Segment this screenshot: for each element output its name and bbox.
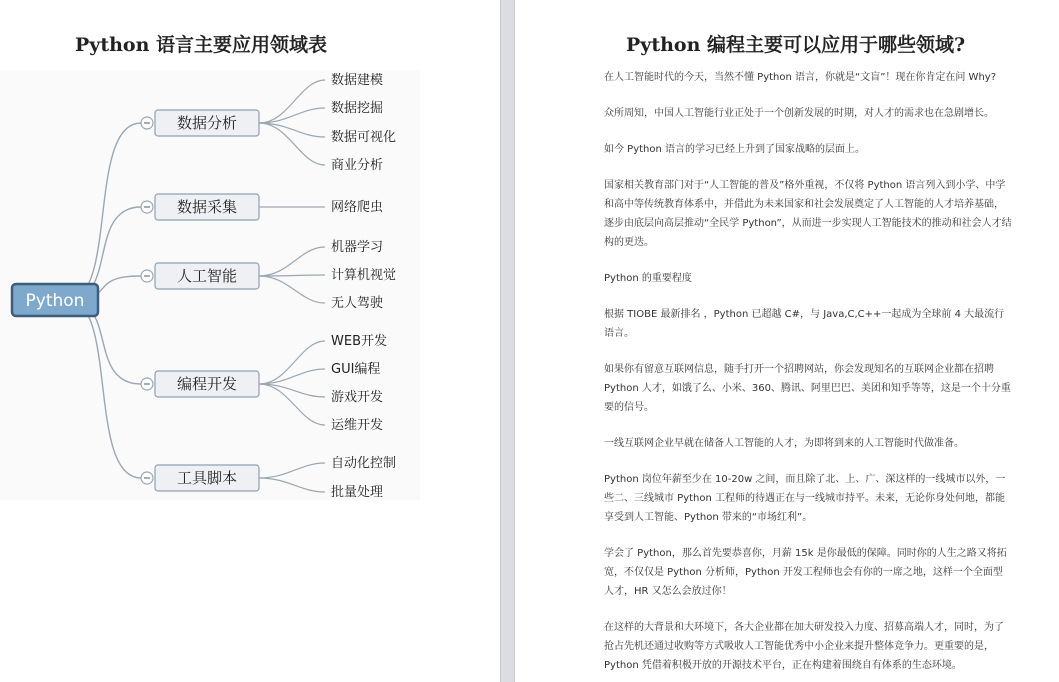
leaf-label: 数据可视化 — [331, 130, 397, 145]
branch-label: 工具脚本 — [176, 469, 238, 487]
leaf-label: 商业分析 — [331, 158, 384, 173]
article-paragraph: 国家相关教育部门对于“人工智能的普及”格外重视，不仅将 Python 语言列入到小学、中学和高中等传统教育体系中，并借此为未来国家和社会发展奠定了人工智能的人才培养基础，逐步由底层向高层推动“全民学 Python”，从而进一步实现人工智能技术的推动和社会人才结构的更迭。 — [604, 180, 1012, 248]
article-paragraph: 一线互联网企业早就在储备人工智能的人才，为即将到来的人工智能时代做准备。 — [604, 438, 964, 449]
leaf-label: GUI编程 — [331, 362, 381, 377]
branch-label: 编程开发 — [176, 375, 238, 393]
article-paragraph: 如果你有留意互联网信息，随手打开一个招聘网站，你会发现知名的互联网企业都在招聘 Python 人才，如饿了么、小米、360、腾讯、阿里巴巴、美团和知乎等等，这是一个十分重要的信号。 — [604, 364, 1011, 413]
leaf-label: 自动化控制 — [331, 456, 397, 471]
article-body — [604, 68, 1012, 682]
python-mindmap — [0, 62, 420, 507]
article-paragraph: Python 岗位年薪至少在 10-20w 之间，而且除了北、上、广、深这样的一线城市以外，一些二、三线城市 Python 工程师的待遇正在与一线城市持平。未来，无论你身处何地，都能享受到人工智能、Python 带来的“市场红利”。 — [604, 474, 1006, 523]
leaf-label: 批量处理 — [331, 485, 384, 500]
article-paragraph: 在这样的大背景和大环境下，各大企业都在加大研发投入力度、招募高端人才，同时，为了抢占先机还通过收购等方式吸收人工智能优秀中小企业来提升整体竞争力。更重要的是，Python 凭借着积极开放的开源技术平台，正在构建着围绕自有体系的生态环境。 — [604, 622, 1004, 671]
left-page-title: Python 语言主要应用领域表 — [75, 34, 328, 56]
leaf-label: 游戏开发 — [331, 390, 384, 405]
leaf-label: 数据建模 — [331, 73, 384, 88]
article-paragraph: 学会了 Python，那么首先要恭喜你，月薪 15k 是你最低的保障。同时你的人生之路又将拓宽，不仅仅是 Python 分析师，Python 开发工程师也会有你的一席之地，这样一个全面型人才，HR 又怎么会放过你！ — [604, 548, 1007, 597]
leaf-label: 机器学习 — [331, 240, 384, 255]
section-heading: Python 的重要程度 — [604, 273, 692, 284]
leaf-label: WEB开发 — [331, 334, 387, 349]
branch-label: 人工智能 — [176, 267, 238, 285]
leaf-label: 计算机视觉 — [331, 268, 397, 283]
leaf-label: 网络爬虫 — [331, 200, 384, 215]
article-paragraph: 如今 Python 语言的学习已经上升到了国家战略的层面上。 — [604, 144, 866, 155]
left-page — [0, 0, 500, 682]
page-gutter — [500, 0, 515, 682]
leaf-label: 数据挖掘 — [331, 101, 384, 116]
branch-label: 数据分析 — [176, 114, 238, 132]
right-page-title: Python 编程主要可以应用于哪些领域? — [626, 34, 966, 56]
article-paragraph: 根据 TIOBE 最新排名 ，Python 已超越 C#，与 Java,C,C++一起成为全球前 4 大最流行语言。 — [604, 309, 1005, 339]
root-label: Python — [25, 291, 85, 311]
leaf-label: 无人驾驶 — [331, 296, 384, 311]
article-paragraph: 在人工智能时代的今天，当然不懂 Python 语言，你就是“文盲”！现在你肯定在问 Why? — [604, 72, 997, 83]
right-page — [515, 0, 1059, 682]
branch-label: 数据采集 — [176, 198, 238, 216]
article-paragraph: 众所周知，中国人工智能行业正处于一个创新发展的时期，对人才的需求也在急剧增长。 — [604, 108, 994, 119]
leaf-label: 运维开发 — [331, 418, 384, 433]
